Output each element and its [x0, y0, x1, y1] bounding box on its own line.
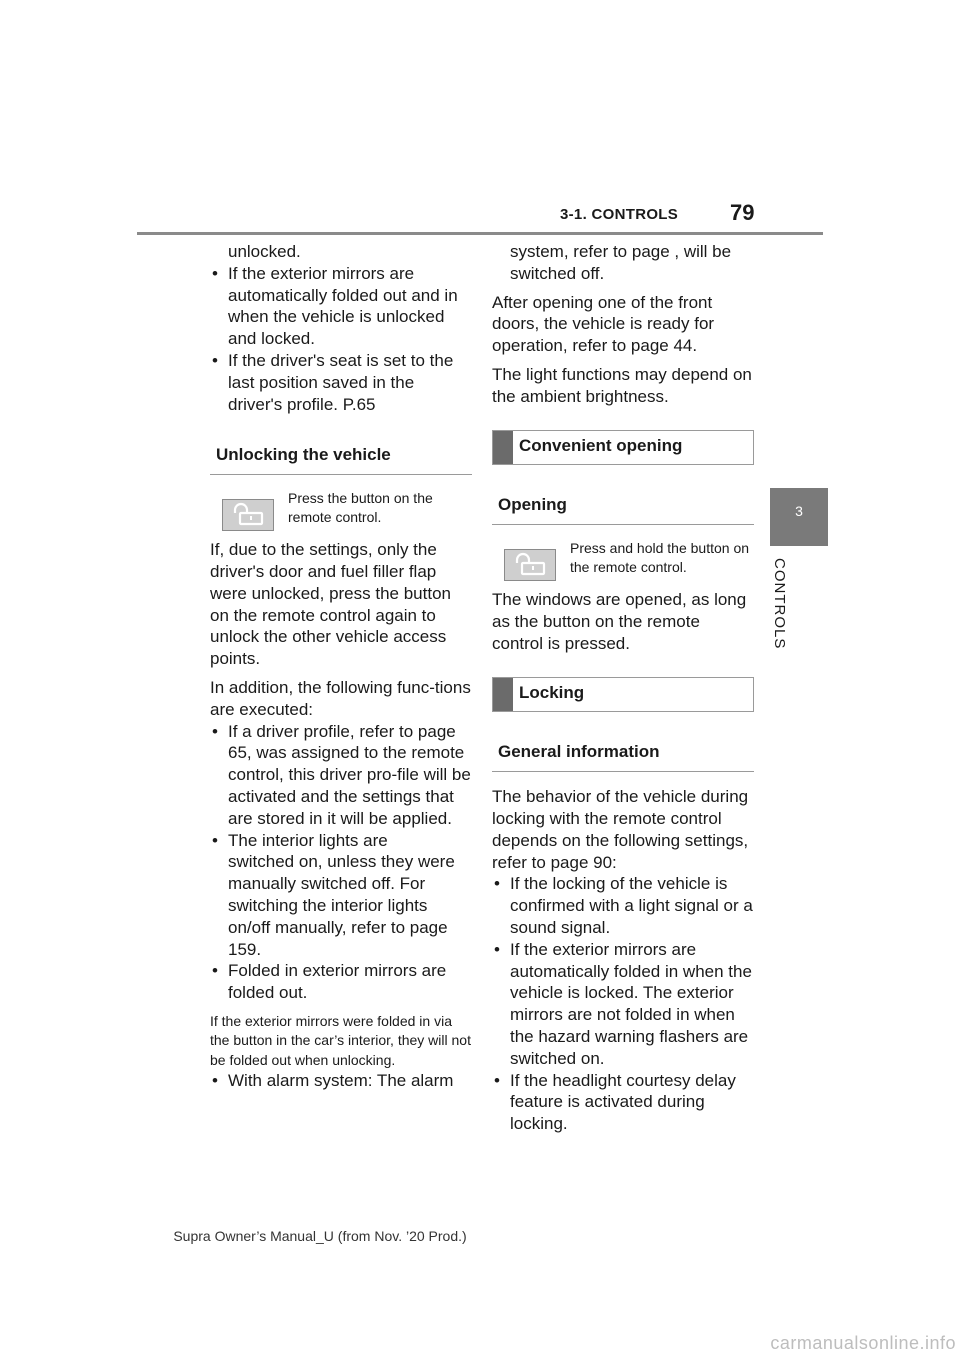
heading-unlocking-vehicle: Unlocking the vehicle [210, 435, 472, 475]
left-column [210, 241, 472, 1092]
bullet-icon: • [212, 830, 218, 850]
section-title: 3-1. CONTROLS [560, 206, 679, 223]
paragraph: The windows are opened, as long as the button on the remote control is pressed. [492, 590, 747, 653]
paragraph: The behavior of the vehicle during locking with the remote control depends on the following settings, refer to page 90: [492, 787, 749, 872]
page-number: 79 [730, 200, 755, 225]
bullet-icon: • [212, 1071, 218, 1091]
bullet-icon: • [212, 721, 218, 741]
list-item: • If the headlight courtesy delay feature is activated during locking. [494, 1070, 736, 1134]
heading-bar [493, 678, 513, 712]
remote-button-icon [504, 549, 556, 581]
icon-instruction-row [492, 539, 754, 581]
header-rule [137, 232, 823, 235]
bullet-icon: • [494, 939, 500, 959]
heading-convenient-opening: Convenient opening [492, 430, 754, 466]
right-column [492, 241, 754, 1135]
heading-general-information: General information [492, 732, 754, 772]
list-item: • Folded in exterior mirrors are folded out. [212, 961, 447, 1003]
continued-text: system, refer to page , will be switched off. [510, 242, 732, 283]
list-item: • If the driver's seat is set to the last position saved in the driver's profile. P.65 [212, 350, 454, 414]
chapter-number: 3 [795, 503, 803, 519]
note-text: If the exterior mirrors were folded in via the button in the car’s interior, they will not be folded out when unlocking. [210, 1012, 471, 1068]
bullet-icon: • [212, 961, 218, 981]
heading-locking: Locking [492, 677, 754, 713]
paragraph: If, due to the settings, only the driver's door and fuel filler flap were unlocked, press the button on the remote control again to unlock the other vehicle access points. [210, 540, 451, 669]
continued-text: unlocked. [228, 242, 301, 261]
paragraph: In addition, the following func-tions are executed: [210, 677, 471, 719]
chapter-label: CONTROLS [771, 558, 788, 650]
list-item: • The interior lights are switched on, unless they were manually switched off. For switching the interior lights on/off manually, refer to page 159. [212, 830, 455, 959]
bullet-icon: • [494, 1070, 500, 1090]
list-item: • If the exterior mirrors are automatically folded out and in when the vehicle is unlocked and locked. [212, 263, 458, 349]
heading-bar [493, 431, 513, 465]
list-item: • If a driver profile, refer to page 65, was assigned to the remote control, this driver pro-file will be activated and the settings that are stored in it will be applied. [212, 721, 471, 828]
icon-instruction-text: Press and hold the button on the remote control. [570, 540, 750, 575]
heading-opening: Opening [492, 485, 754, 525]
list-item: • If the exterior mirrors are automatically folded in when the vehicle is locked. The exterior mirrors are not folded in when the hazard warning flashers are switched on. [494, 939, 752, 1068]
watermark: carmanualsonline.info [770, 1333, 956, 1353]
list-item: • If the locking of the vehicle is confirmed with a light signal or a sound signal. [494, 874, 753, 937]
footer-text: Supra Owner’s Manual_U (from Nov. ’20 Prod.) [173, 1228, 467, 1244]
bullet-icon: • [494, 874, 500, 894]
bullet-icon: • [212, 263, 218, 283]
paragraph: The light functions may depend on the ambient brightness. [492, 364, 752, 406]
unlock-button-icon [222, 499, 274, 531]
list-item: • With alarm system: The alarm [212, 1071, 454, 1091]
bullet-icon: • [212, 350, 218, 370]
paragraph: After opening one of the front doors, the vehicle is ready for operation, refer to page 44. [492, 292, 715, 356]
icon-instruction-row [210, 489, 472, 531]
icon-instruction-text: Press the button on the remote control. [288, 490, 433, 525]
